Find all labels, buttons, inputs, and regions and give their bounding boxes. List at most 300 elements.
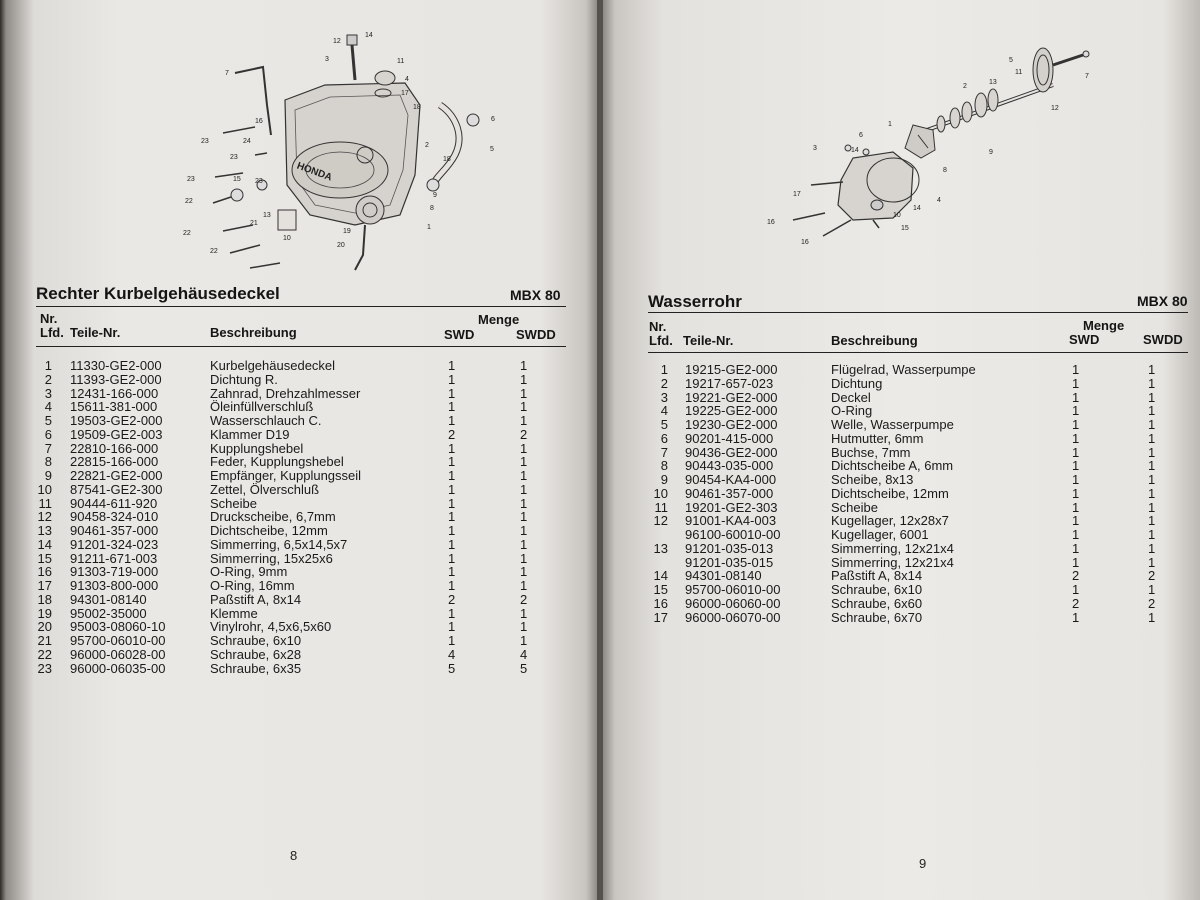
table-row: [648, 432, 1188, 446]
part-number: 11393-GE2-000: [70, 371, 162, 387]
table-row: [648, 542, 1188, 556]
row-number: 15: [37, 550, 52, 566]
row-number: 4: [660, 403, 668, 419]
callout-label: 1: [888, 121, 892, 128]
callout-label: 23: [201, 138, 209, 145]
table-row: [36, 373, 566, 387]
table-row: [36, 662, 566, 676]
part-number: 19225-GE2-000: [685, 403, 778, 419]
callout-label: 21: [250, 220, 258, 227]
part-description: O-Ring, 9mm: [210, 564, 288, 580]
col-header-swd: SWD: [1069, 332, 1100, 347]
part-number: 90461-357-000: [685, 485, 774, 501]
part-number: 87541-GE2-300: [70, 481, 163, 497]
part-number: 90458-324-010: [70, 509, 159, 525]
header-rule-top: [36, 306, 566, 307]
table-row: [36, 565, 566, 579]
callout-label: 11: [397, 58, 405, 65]
quantity-swd: 1: [1072, 444, 1080, 460]
table-row: [648, 569, 1188, 583]
col-header-swdd: SWDD: [1143, 332, 1183, 347]
table-row: [648, 473, 1188, 487]
row-number: 11: [38, 495, 52, 511]
part-number: 95700-06010-00: [685, 582, 781, 597]
callout-label: 1: [427, 224, 431, 231]
row-number: 14: [653, 568, 668, 584]
row-number: 8: [660, 458, 668, 474]
callout-label: 17: [401, 90, 409, 97]
part-description: Kugellager, 12x28x7: [831, 513, 949, 529]
part-description: Kupplungshebel: [210, 440, 304, 456]
quantity-swdd: 2: [520, 591, 528, 607]
callout-label: 16: [255, 118, 263, 125]
quantity-swd: 1: [448, 358, 456, 373]
part-description: Klemme: [210, 605, 258, 621]
model-label: MBX 80: [1137, 293, 1188, 309]
part-number: 94301-08140: [70, 591, 147, 607]
callout-label: 16: [767, 219, 775, 226]
col-header-quantity: Menge: [1083, 318, 1125, 333]
callout-label: 13: [989, 79, 997, 86]
callout-label: 11: [1015, 69, 1023, 76]
table-row: [36, 579, 566, 593]
table-row: [648, 446, 1188, 460]
quantity-swdd: 1: [520, 468, 528, 483]
quantity-swdd: 1: [520, 481, 528, 497]
part-number: 90444-611-920: [70, 495, 158, 511]
row-number: 10: [37, 481, 52, 497]
part-description: Zettel, Ölverschluß: [210, 481, 320, 497]
part-description: Schraube, 6x70: [831, 609, 923, 625]
quantity-swd: 2: [448, 591, 456, 607]
part-description: Paßstift A, 8x14: [831, 568, 923, 584]
part-description: Welle, Wasserpumpe: [831, 417, 954, 432]
part-number: 95003-08060-10: [70, 619, 166, 635]
part-number: 90461-357-000: [70, 523, 159, 538]
quantity-swd: 1: [448, 578, 456, 593]
quantity-swdd: 1: [1148, 362, 1156, 377]
part-number: 11330-GE2-000: [70, 358, 162, 373]
part-number: 90201-415-000: [685, 430, 774, 446]
part-description: Simmerring, 15x25x6: [210, 550, 333, 566]
part-number: 91303-719-000: [70, 564, 159, 580]
part-description: Klammer D19: [210, 426, 290, 442]
callout-label: 22: [183, 230, 191, 237]
quantity-swdd: 1: [1148, 444, 1156, 460]
quantity-swd: 1: [448, 605, 456, 621]
quantity-swd: 1: [1072, 582, 1080, 597]
part-number: 19221-GE2-000: [685, 389, 778, 405]
quantity-swd: 1: [448, 633, 456, 648]
row-number: 10: [653, 485, 668, 501]
callout-label: 16: [801, 239, 809, 246]
callout-label: 5: [1009, 57, 1013, 64]
part-number: 19503-GE2-000: [70, 413, 163, 428]
table-row: [36, 634, 566, 648]
page-number: 9: [919, 856, 927, 871]
part-description: Dichtscheibe, 12mm: [831, 485, 949, 501]
col-header-swdd: SWDD: [516, 327, 556, 342]
part-description: Buchse, 7mm: [831, 444, 911, 460]
row-number: 17: [37, 578, 52, 593]
quantity-swdd: 1: [1148, 609, 1156, 625]
quantity-swd: 1: [1072, 430, 1080, 446]
table-row: [648, 377, 1188, 391]
quantity-swd: 2: [1072, 568, 1080, 584]
quantity-swdd: 1: [520, 509, 528, 525]
left-page: [0, 0, 597, 900]
row-number: 2: [660, 375, 668, 391]
table-row: [36, 648, 566, 662]
table-row: [648, 501, 1188, 515]
quantity-swdd: 2: [1148, 568, 1156, 584]
part-number: 15611-381-000: [70, 399, 158, 415]
part-description: Simmerring, 12x21x4: [831, 540, 954, 556]
row-number: 17: [653, 609, 668, 625]
part-description: Dichtung: [831, 375, 883, 391]
callout-label: 15: [901, 225, 909, 232]
part-description: Simmerring, 6,5x14,5x7: [210, 536, 348, 552]
quantity-swd: 1: [1072, 609, 1080, 625]
part-description: Dichtscheibe, 12mm: [210, 523, 328, 538]
header-rule-bottom: [36, 346, 566, 347]
part-description: Schraube, 6x28: [210, 646, 302, 662]
part-description: Kurbelgehäusedeckel: [210, 358, 336, 373]
callout-label: 14: [365, 32, 373, 39]
callout-label: 24: [243, 138, 251, 145]
row-number: 5: [660, 417, 668, 432]
row-number: 9: [660, 472, 668, 487]
table-row: [36, 387, 566, 401]
part-description: Scheibe, 8x13: [831, 472, 914, 487]
water-pump-exploded-diagram: [753, 40, 1200, 260]
part-description: Flügelrad, Wasserpumpe: [831, 362, 976, 377]
row-number: 1: [660, 362, 668, 377]
quantity-swdd: 1: [520, 523, 528, 538]
quantity-swd: 1: [1072, 458, 1080, 474]
callout-label: 19: [343, 228, 351, 235]
part-number: 22815-166-000: [70, 454, 159, 470]
svg-text:HONDA: HONDA: [295, 160, 334, 184]
row-number: 2: [44, 371, 52, 387]
table-row: [36, 593, 566, 607]
part-number: 19215-GE2-000: [685, 362, 778, 377]
table-row: [648, 611, 1188, 625]
table-row: [36, 620, 566, 634]
table-row: [36, 359, 566, 373]
quantity-swdd: 1: [520, 605, 528, 621]
col-header-description: Beschreibung: [210, 325, 297, 340]
table-row: [648, 556, 1188, 570]
quantity-swd: 1: [448, 371, 456, 387]
quantity-swdd: 1: [520, 633, 528, 648]
callout-label: 8: [430, 205, 434, 212]
quantity-swd: 1: [1072, 554, 1080, 570]
part-description: O-Ring: [831, 403, 873, 419]
table-row: [36, 428, 566, 442]
quantity-swdd: 1: [520, 440, 528, 456]
quantity-swdd: 1: [1148, 513, 1156, 529]
quantity-swd: 1: [448, 468, 456, 483]
quantity-swd: 1: [1072, 417, 1080, 432]
table-row: [36, 442, 566, 456]
callout-label: 23: [187, 176, 195, 183]
quantity-swdd: 1: [1148, 472, 1156, 487]
col-header-part-no: Teile-Nr.: [70, 325, 121, 340]
part-number: 91303-800-000: [70, 578, 159, 593]
quantity-swd: 1: [1072, 485, 1080, 501]
quantity-swdd: 1: [1148, 540, 1156, 556]
part-description: Öleinfüllverschluß: [210, 399, 314, 415]
quantity-swdd: 1: [1148, 389, 1156, 405]
part-number: 96000-06070-00: [685, 609, 781, 625]
part-number: 19509-GE2-003: [70, 426, 163, 442]
row-number: 3: [660, 389, 668, 405]
quantity-swdd: 5: [520, 660, 528, 676]
row-number: 14: [37, 536, 52, 552]
part-number: 19230-GE2-000: [685, 417, 778, 432]
part-description: Wasserschlauch C.: [210, 413, 322, 428]
quantity-swdd: 4: [520, 646, 528, 662]
table-row: [36, 469, 566, 483]
table-row: [36, 607, 566, 621]
callout-label: 6: [491, 116, 495, 123]
part-number: 91001-KA4-003: [685, 513, 777, 529]
quantity-swd: 1: [448, 385, 456, 401]
quantity-swdd: 1: [520, 564, 528, 580]
part-description: Feder, Kupplungshebel: [210, 454, 344, 470]
part-number: 91211-671-003: [70, 550, 158, 566]
callout-label: 15: [233, 176, 241, 183]
table-row: [36, 414, 566, 428]
callout-label: 9: [989, 149, 993, 156]
row-number: 6: [660, 430, 668, 446]
row-number: 20: [37, 619, 52, 635]
part-number: 96000-06028-00: [70, 646, 166, 662]
table-row: [648, 487, 1188, 501]
part-description: Kugellager, 6001: [831, 527, 929, 542]
callout-label: 4: [405, 76, 409, 83]
part-number: 90443-035-000: [685, 458, 774, 474]
quantity-swdd: 1: [520, 550, 528, 566]
row-number: 1: [44, 358, 52, 373]
quantity-swdd: 1: [1148, 527, 1156, 542]
part-number: 90436-GE2-000: [685, 444, 778, 460]
row-number: 13: [653, 540, 668, 556]
part-description: Schraube, 6x10: [831, 582, 923, 597]
row-number: 5: [44, 413, 52, 428]
part-number: 22810-166-000: [70, 440, 159, 456]
row-number: 6: [44, 426, 52, 442]
row-number: 19: [37, 605, 52, 621]
quantity-swd: 1: [448, 564, 456, 580]
part-description: Druckscheibe, 6,7mm: [210, 509, 336, 525]
part-number: 22821-GE2-000: [70, 468, 163, 483]
quantity-swd: 2: [448, 426, 456, 442]
table-row: [648, 404, 1188, 418]
row-number: 16: [37, 564, 52, 580]
callout-label: 22: [185, 198, 193, 205]
row-number: 11: [654, 499, 668, 515]
col-header-part-no: Teile-Nr.: [683, 333, 734, 348]
table-row: [36, 524, 566, 538]
col-header-lfd: Lfd.: [649, 333, 673, 348]
quantity-swdd: 1: [1148, 499, 1156, 515]
row-number: 12: [653, 513, 668, 529]
callout-label: 14: [913, 205, 921, 212]
part-number: 91201-324-023: [70, 536, 159, 552]
quantity-swd: 1: [1072, 362, 1080, 377]
callout-label: 20: [337, 242, 345, 249]
row-number: 8: [44, 454, 52, 470]
quantity-swd: 5: [448, 660, 456, 676]
quantity-swdd: 1: [520, 385, 528, 401]
part-description: Paßstift A, 8x14: [210, 591, 302, 607]
crankcase-cover-exploded-diagram: [175, 25, 505, 275]
quantity-swd: 1: [1072, 472, 1080, 487]
quantity-swdd: 2: [520, 426, 528, 442]
quantity-swdd: 1: [520, 399, 528, 415]
quantity-swd: 2: [1072, 595, 1080, 611]
parts-table-right: [648, 363, 1188, 624]
quantity-swd: 1: [448, 619, 456, 635]
callout-label: 3: [325, 56, 329, 63]
table-row: [648, 597, 1188, 611]
callout-label: 2: [425, 142, 429, 149]
col-header-quantity: Menge: [478, 312, 520, 327]
part-number: 95700-06010-00: [70, 633, 166, 648]
callout-label: 9: [433, 192, 437, 199]
quantity-swdd: 1: [520, 536, 528, 552]
header-rule-bottom: [648, 352, 1188, 353]
quantity-swd: 1: [1072, 499, 1080, 515]
table-row: [648, 528, 1188, 542]
part-description: Dichtscheibe A, 6mm: [831, 458, 954, 474]
part-number: 96100-60010-00: [685, 527, 781, 542]
callout-label: 18: [413, 104, 421, 111]
quantity-swdd: 1: [520, 495, 528, 511]
callout-label: 23: [230, 154, 238, 161]
callout-label: 14: [851, 147, 859, 154]
callout-label: 10: [893, 212, 901, 219]
callout-label: 13: [263, 212, 271, 219]
part-number: 90454-KA4-000: [685, 472, 777, 487]
part-number: 94301-08140: [685, 568, 762, 584]
part-description: Zahnrad, Drehzahlmesser: [210, 385, 361, 401]
part-number: 91201-035-015: [685, 554, 774, 570]
row-number: 15: [653, 582, 668, 597]
part-description: Schraube, 6x60: [831, 595, 923, 611]
table-row: [36, 510, 566, 524]
quantity-swdd: 2: [1148, 595, 1156, 611]
row-number: 23: [37, 660, 52, 676]
quantity-swdd: 1: [1148, 430, 1156, 446]
callout-label: 22: [210, 248, 218, 255]
quantity-swd: 1: [448, 481, 456, 497]
quantity-swd: 1: [448, 454, 456, 470]
quantity-swdd: 1: [520, 358, 528, 373]
table-row: [648, 514, 1188, 528]
part-description: Vinylrohr, 4,5x6,5x60: [210, 619, 332, 635]
callout-label: 8: [943, 167, 947, 174]
part-number: 96000-06035-00: [70, 660, 166, 676]
part-description: Scheibe: [210, 495, 257, 511]
row-number: 9: [44, 468, 52, 483]
quantity-swd: 1: [1072, 513, 1080, 529]
row-number: 16: [653, 595, 668, 611]
part-number: 91201-035-013: [685, 540, 774, 556]
table-row: [36, 455, 566, 469]
callout-label: 18: [443, 156, 451, 163]
quantity-swd: 1: [1072, 527, 1080, 542]
table-row: [648, 391, 1188, 405]
quantity-swd: 1: [448, 509, 456, 525]
col-header-lfd: Lfd.: [40, 325, 64, 340]
page-number: 8: [290, 848, 298, 863]
row-number: 7: [44, 440, 52, 456]
col-header-nr: Nr.: [649, 319, 667, 334]
callout-label: 17: [793, 191, 801, 198]
quantity-swd: 1: [1072, 389, 1080, 405]
callout-label: 12: [333, 38, 341, 45]
quantity-swd: 1: [1072, 540, 1080, 556]
quantity-swdd: 1: [1148, 554, 1156, 570]
row-number: 7: [660, 444, 668, 460]
quantity-swd: 1: [448, 413, 456, 428]
section-title: Rechter Kurbelgehäusedeckel: [36, 284, 280, 303]
section-title: Wasserrohr: [648, 292, 742, 311]
quantity-swdd: 1: [1148, 417, 1156, 432]
part-description: Simmerring, 12x21x4: [831, 554, 954, 570]
row-number: 3: [44, 385, 52, 401]
parts-table-left: [36, 359, 566, 675]
callout-label: 12: [1051, 105, 1059, 112]
quantity-swdd: 1: [1148, 403, 1156, 419]
table-row: [648, 459, 1188, 473]
quantity-swd: 1: [448, 399, 456, 415]
callout-label: 7: [225, 70, 229, 77]
table-row: [648, 583, 1188, 597]
quantity-swd: 1: [448, 440, 456, 456]
part-description: Hutmutter, 6mm: [831, 430, 924, 446]
part-description: Deckel: [831, 389, 871, 405]
quantity-swdd: 1: [520, 619, 528, 635]
quantity-swd: 1: [1072, 403, 1080, 419]
quantity-swd: 4: [448, 646, 456, 662]
table-row: [36, 483, 566, 497]
col-header-description: Beschreibung: [831, 333, 918, 348]
part-description: Dichtung R.: [210, 371, 278, 387]
callout-label: 6: [859, 132, 863, 139]
table-row: [648, 363, 1188, 377]
quantity-swdd: 1: [1148, 375, 1156, 391]
quantity-swdd: 1: [520, 454, 528, 470]
quantity-swd: 1: [448, 523, 456, 538]
header-rule-top: [648, 312, 1188, 313]
quantity-swdd: 1: [1148, 485, 1156, 501]
part-description: Scheibe: [831, 499, 878, 515]
callout-label: 4: [937, 197, 941, 204]
part-number: 19217-657-023: [685, 375, 774, 391]
callout-label: 5: [490, 146, 494, 153]
callout-label: 10: [283, 235, 291, 242]
quantity-swdd: 1: [520, 413, 528, 428]
row-number: 13: [37, 523, 52, 538]
col-header-swd: SWD: [444, 327, 475, 342]
quantity-swdd: 1: [1148, 582, 1156, 597]
quantity-swd: 1: [448, 536, 456, 552]
part-description: Empfänger, Kupplungsseil: [210, 468, 362, 483]
